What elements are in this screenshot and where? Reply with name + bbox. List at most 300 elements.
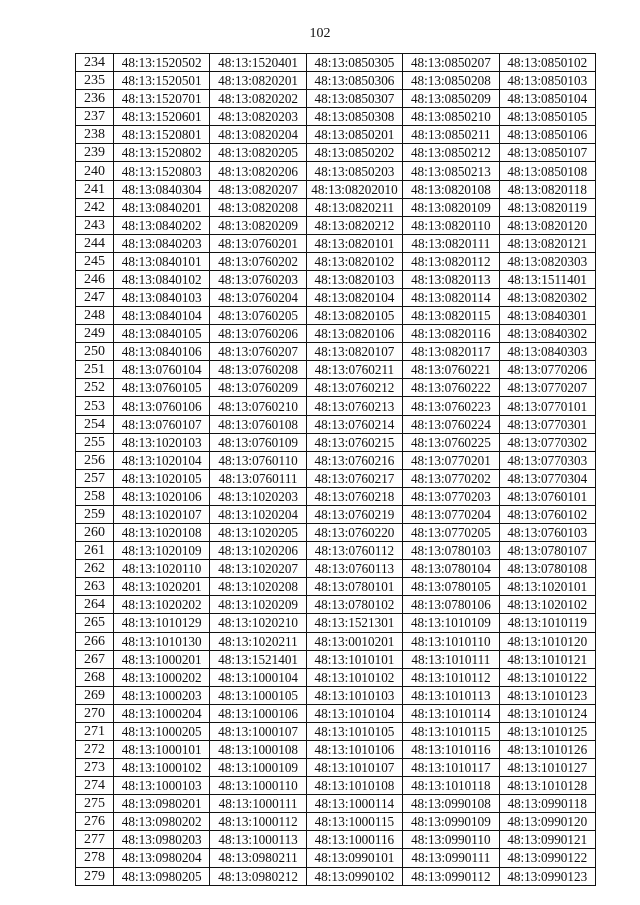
cadastral-number-cell: 48:13:0760105 [114,379,210,397]
cadastral-number-cell: 48:13:1010114 [403,704,499,722]
row-number-cell: 254 [76,415,114,433]
row-number-cell: 248 [76,307,114,325]
table-row [76,415,596,433]
row-number-cell: 260 [76,524,114,542]
cadastral-number-cell: 48:13:0770303 [499,451,595,469]
cadastral-number-cell: 48:13:0840304 [114,180,210,198]
cadastral-number-cell: 48:13:0820209 [210,216,306,234]
row-number-cell: 276 [76,813,114,831]
cadastral-number-cell: 48:13:0820110 [403,216,499,234]
cadastral-number-cell: 48:13:1020206 [210,542,306,560]
cadastral-number-cell: 48:13:1010109 [403,614,499,632]
cadastral-number-cell: 48:13:1520802 [114,144,210,162]
cadastral-number-cell: 48:13:1520501 [114,72,210,90]
row-number-cell: 237 [76,108,114,126]
table-row [76,289,596,307]
cadastral-number-cell: 48:13:1020205 [210,524,306,542]
cadastral-number-cell: 48:13:1010118 [403,777,499,795]
cadastral-number-cell: 48:13:0760218 [306,487,402,505]
cadastral-number-cell: 48:13:0820116 [403,325,499,343]
table-row [76,162,596,180]
cadastral-number-cell: 48:13:1010112 [403,668,499,686]
cadastral-number-cell: 48:13:0850209 [403,90,499,108]
cadastral-number-cell: 48:13:0770202 [403,469,499,487]
cadastral-number-cell: 48:13:0990122 [499,849,595,867]
row-number-cell: 255 [76,433,114,451]
cadastral-number-cell: 48:13:1010126 [499,740,595,758]
cadastral-number-cell: 48:13:0760225 [403,433,499,451]
cadastral-number-cell: 48:13:0980202 [114,813,210,831]
cadastral-number-cell: 48:13:1010130 [114,632,210,650]
cadastral-number-cell: 48:13:0760202 [210,252,306,270]
cadastral-number-cell: 48:13:0820113 [403,270,499,288]
cadastral-number-cell: 48:13:0760203 [210,270,306,288]
cadastral-number-cell: 48:13:1000107 [210,722,306,740]
cadastral-number-cell: 48:13:0760103 [499,524,595,542]
table-row [76,524,596,542]
cadastral-number-cell: 48:13:0760201 [210,234,306,252]
row-number-cell: 246 [76,270,114,288]
cadastral-number-cell: 48:13:1520502 [114,54,210,72]
cadastral-number-cell: 48:13:0850210 [403,108,499,126]
row-number-cell: 266 [76,632,114,650]
cadastral-number-cell: 48:13:1020107 [114,505,210,523]
cadastral-number-cell: 48:13:0990123 [499,867,595,885]
cadastral-number-cell: 48:13:1010119 [499,614,595,632]
cadastral-number-cell: 48:13:1010111 [403,650,499,668]
row-number-cell: 257 [76,469,114,487]
cadastral-number-cell: 48:13:0820204 [210,126,306,144]
cadastral-number-cell: 48:13:0850105 [499,108,595,126]
cadastral-number-cell: 48:13:0760212 [306,379,402,397]
cadastral-number-cell: 48:13:0780104 [403,560,499,578]
table-row [76,560,596,578]
row-number-cell: 269 [76,686,114,704]
cadastral-number-cell: 48:13:0820120 [499,216,595,234]
cadastral-number-cell: 48:13:1020106 [114,487,210,505]
cadastral-number-cell: 48:13:0820207 [210,180,306,198]
cadastral-number-cell: 48:13:0770201 [403,451,499,469]
cadastral-number-cell: 48:13:0820202 [210,90,306,108]
cadastral-number-cell: 48:13:0990102 [306,867,402,885]
row-number-cell: 242 [76,198,114,216]
cadastral-number-cell: 48:13:1000203 [114,686,210,704]
cadastral-number-cell: 48:13:1010128 [499,777,595,795]
row-number-cell: 268 [76,668,114,686]
table-row [76,740,596,758]
row-number-cell: 235 [76,72,114,90]
table-row [76,90,596,108]
cadastral-number-cell: 48:13:0820201 [210,72,306,90]
cadastral-number-cell: 48:13:0760112 [306,542,402,560]
cadastral-number-cell: 48:13:1020209 [210,596,306,614]
cadastral-number-cell: 48:13:1520803 [114,162,210,180]
cadastral-number-cell: 48:13:0820118 [499,180,595,198]
cadastral-number-cell: 48:13:0820103 [306,270,402,288]
cadastral-number-cell: 48:13:0850202 [306,144,402,162]
cadastral-number-cell: 48:13:0760210 [210,397,306,415]
cadastral-number-cell: 48:13:0840103 [114,289,210,307]
row-number-cell: 243 [76,216,114,234]
row-number-cell: 263 [76,578,114,596]
table-row [76,686,596,704]
cadastral-number-cell: 48:13:1010107 [306,759,402,777]
row-number-cell: 244 [76,234,114,252]
cadastral-number-cell: 48:13:1010113 [403,686,499,704]
cadastral-number-cell: 48:13:1010116 [403,740,499,758]
table-row [76,180,596,198]
cadastral-number-cell: 48:13:1010117 [403,759,499,777]
cadastral-number-cell: 48:13:0770301 [499,415,595,433]
cadastral-number-cell: 48:13:0850103 [499,72,595,90]
row-number-cell: 234 [76,54,114,72]
cadastral-number-cell: 48:13:0760110 [210,451,306,469]
cadastral-number-cell: 48:13:0760109 [210,433,306,451]
cadastral-number-cell: 48:13:0820205 [210,144,306,162]
row-number-cell: 262 [76,560,114,578]
cadastral-number-cell: 48:13:1010120 [499,632,595,650]
cadastral-number-cell: 48:13:1000102 [114,759,210,777]
cadastral-number-cell: 48:13:0840202 [114,216,210,234]
table-row [76,397,596,415]
cadastral-number-cell: 48:13:1020207 [210,560,306,578]
cadastral-number-cell: 48:13:0840302 [499,325,595,343]
row-number-cell: 264 [76,596,114,614]
row-number-cell: 251 [76,361,114,379]
cadastral-number-cell: 48:13:0990118 [499,795,595,813]
cadastral-number-cell: 48:13:1020203 [210,487,306,505]
cadastral-number-cell: 48:13:0820203 [210,108,306,126]
cadastral-number-cell: 48:13:1020102 [499,596,595,614]
cadastral-table [75,53,596,886]
row-number-cell: 250 [76,343,114,361]
row-number-cell: 259 [76,505,114,523]
cadastral-number-cell: 48:13:0780101 [306,578,402,596]
cadastral-number-cell: 48:13:0760107 [114,415,210,433]
cadastral-number-cell: 48:13:0840301 [499,307,595,325]
cadastral-number-cell: 48:13:0850107 [499,144,595,162]
table-row [76,632,596,650]
cadastral-number-cell: 48:13:0820121 [499,234,595,252]
table-row [76,650,596,668]
row-number-cell: 270 [76,704,114,722]
cadastral-number-cell: 48:13:1010121 [499,650,595,668]
table-row [76,578,596,596]
cadastral-number-cell: 48:13:0820119 [499,198,595,216]
cadastral-number-cell: 48:13:0820111 [403,234,499,252]
table-row [76,487,596,505]
cadastral-number-cell: 48:13:0990110 [403,831,499,849]
row-number-cell: 241 [76,180,114,198]
cadastral-number-cell: 48:13:0850203 [306,162,402,180]
cadastral-number-cell: 48:13:1521301 [306,614,402,632]
cadastral-number-cell: 48:13:0760217 [306,469,402,487]
cadastral-number-cell: 48:13:1020103 [114,433,210,451]
row-number-cell: 249 [76,325,114,343]
row-number-cell: 272 [76,740,114,758]
cadastral-number-cell: 48:13:1020202 [114,596,210,614]
cadastral-number-cell: 48:13:1020210 [210,614,306,632]
table-row [76,469,596,487]
cadastral-number-cell: 48:13:0760222 [403,379,499,397]
cadastral-number-cell: 48:13:0820102 [306,252,402,270]
cadastral-number-cell: 48:13:0990109 [403,813,499,831]
cadastral-number-cell: 48:13:0820104 [306,289,402,307]
cadastral-number-cell: 48:13:1000101 [114,740,210,758]
cadastral-number-cell: 48:13:1000201 [114,650,210,668]
cadastral-number-cell: 48:13:0840101 [114,252,210,270]
cadastral-number-cell: 48:13:0820105 [306,307,402,325]
row-number-cell: 279 [76,867,114,885]
cadastral-number-cell: 48:13:0820106 [306,325,402,343]
row-number-cell: 258 [76,487,114,505]
cadastral-number-cell: 48:13:1020108 [114,524,210,542]
cadastral-number-cell: 48:13:0980203 [114,831,210,849]
cadastral-number-cell: 48:13:1010105 [306,722,402,740]
cadastral-number-cell: 48:13:0850102 [499,54,595,72]
cadastral-number-cell: 48:13:1520701 [114,90,210,108]
cadastral-number-cell: 48:13:0850306 [306,72,402,90]
row-number-cell: 271 [76,722,114,740]
cadastral-number-cell: 48:13:0760108 [210,415,306,433]
cadastral-number-cell: 48:13:1020104 [114,451,210,469]
cadastral-number-cell: 48:13:08202010 [306,180,402,198]
row-number-cell: 278 [76,849,114,867]
cadastral-number-cell: 48:13:0980212 [210,867,306,885]
row-number-cell: 240 [76,162,114,180]
cadastral-number-cell: 48:13:0820212 [306,216,402,234]
cadastral-number-cell: 48:13:0770204 [403,505,499,523]
cadastral-number-cell: 48:13:0980204 [114,849,210,867]
cadastral-number-cell: 48:13:1010129 [114,614,210,632]
table-row [76,505,596,523]
table-row [76,252,596,270]
cadastral-number-cell: 48:13:0820108 [403,180,499,198]
table-row [76,704,596,722]
row-number-cell: 273 [76,759,114,777]
table-row [76,379,596,397]
cadastral-number-cell: 48:13:0820117 [403,343,499,361]
cadastral-number-cell: 48:13:1000113 [210,831,306,849]
cadastral-number-cell: 48:13:0780103 [403,542,499,560]
row-number-cell: 252 [76,379,114,397]
cadastral-number-cell: 48:13:0760224 [403,415,499,433]
cadastral-number-cell: 48:13:0980201 [114,795,210,813]
cadastral-number-cell: 48:13:1010108 [306,777,402,795]
table-row [76,361,596,379]
row-number-cell: 265 [76,614,114,632]
row-number-cell: 236 [76,90,114,108]
cadastral-number-cell: 48:13:0760111 [210,469,306,487]
cadastral-number-cell: 48:13:0980205 [114,867,210,885]
table-row [76,759,596,777]
cadastral-number-cell: 48:13:1520401 [210,54,306,72]
cadastral-number-cell: 48:13:1000103 [114,777,210,795]
cadastral-number-cell: 48:13:0820303 [499,252,595,270]
cadastral-number-cell: 48:13:0760106 [114,397,210,415]
cadastral-number-cell: 48:13:0010201 [306,632,402,650]
row-number-cell: 277 [76,831,114,849]
cadastral-number-cell: 48:13:0850104 [499,90,595,108]
table-row [76,54,596,72]
cadastral-number-cell: 48:13:1521401 [210,650,306,668]
cadastral-number-cell: 48:13:0820107 [306,343,402,361]
table-row [76,126,596,144]
table-row [76,108,596,126]
page-number: 102 [309,26,331,41]
cadastral-number-cell: 48:13:0760214 [306,415,402,433]
table-row [76,614,596,632]
cadastral-number-cell: 48:13:0760215 [306,433,402,451]
cadastral-number-cell: 48:13:0760221 [403,361,499,379]
cadastral-number-cell: 48:13:0770302 [499,433,595,451]
cadastral-number-cell: 48:13:1010127 [499,759,595,777]
cadastral-number-cell: 48:13:1020204 [210,505,306,523]
cadastral-number-cell: 48:13:0760219 [306,505,402,523]
cadastral-number-cell: 48:13:0780107 [499,542,595,560]
table-row [76,849,596,867]
cadastral-number-cell: 48:13:0760113 [306,560,402,578]
cadastral-number-cell: 48:13:1000114 [306,795,402,813]
cadastral-number-cell: 48:13:0760211 [306,361,402,379]
cadastral-number-cell: 48:13:1000111 [210,795,306,813]
cadastral-number-cell: 48:13:0990120 [499,813,595,831]
cadastral-number-cell: 48:13:0990112 [403,867,499,885]
cadastral-number-cell: 48:13:1520601 [114,108,210,126]
cadastral-number-cell: 48:13:0770304 [499,469,595,487]
cadastral-number-cell: 48:13:1020201 [114,578,210,596]
cadastral-number-cell: 48:13:1010122 [499,668,595,686]
cadastral-number-cell: 48:13:0820109 [403,198,499,216]
cadastral-number-cell: 48:13:1520801 [114,126,210,144]
cadastral-number-cell: 48:13:0760207 [210,343,306,361]
table-row [76,596,596,614]
cadastral-number-cell: 48:13:0850211 [403,126,499,144]
cadastral-number-cell: 48:13:0780108 [499,560,595,578]
cadastral-number-cell: 48:13:1000105 [210,686,306,704]
cadastral-number-cell: 48:13:1020211 [210,632,306,650]
cadastral-number-cell: 48:13:0980211 [210,849,306,867]
cadastral-number-cell: 48:13:1000110 [210,777,306,795]
table-row [76,72,596,90]
cadastral-number-cell: 48:13:1000108 [210,740,306,758]
row-number-cell: 239 [76,144,114,162]
cadastral-number-cell: 48:13:1010106 [306,740,402,758]
cadastral-number-cell: 48:13:0840105 [114,325,210,343]
cadastral-number-cell: 48:13:0770101 [499,397,595,415]
cadastral-number-cell: 48:13:0820208 [210,198,306,216]
table-row [76,343,596,361]
cadastral-number-cell: 48:13:0760216 [306,451,402,469]
cadastral-number-cell: 48:13:0850213 [403,162,499,180]
cadastral-number-cell: 48:13:1010123 [499,686,595,704]
cadastral-number-cell: 48:13:1010125 [499,722,595,740]
cadastral-number-cell: 48:13:0840104 [114,307,210,325]
cadastral-number-cell: 48:13:0990101 [306,849,402,867]
cadastral-number-cell: 48:13:0820114 [403,289,499,307]
row-number-cell: 275 [76,795,114,813]
table-row [76,270,596,288]
table-row [76,813,596,831]
table-body [76,54,596,886]
table-row [76,668,596,686]
cadastral-number-cell: 48:13:1010101 [306,650,402,668]
table-row [76,722,596,740]
row-number-cell: 253 [76,397,114,415]
cadastral-number-cell: 48:13:0760208 [210,361,306,379]
table-row [76,777,596,795]
table-row [76,433,596,451]
cadastral-number-cell: 48:13:0840203 [114,234,210,252]
cadastral-number-cell: 48:13:1020105 [114,469,210,487]
table-row [76,144,596,162]
row-number-cell: 256 [76,451,114,469]
table-row [76,234,596,252]
cadastral-number-cell: 48:13:1020110 [114,560,210,578]
row-number-cell: 238 [76,126,114,144]
cadastral-number-cell: 48:13:0760223 [403,397,499,415]
cadastral-number-cell: 48:13:0820206 [210,162,306,180]
cadastral-number-cell: 48:13:0760101 [499,487,595,505]
cadastral-number-cell: 48:13:1020208 [210,578,306,596]
cadastral-number-cell: 48:13:1000202 [114,668,210,686]
cadastral-number-cell: 48:13:1000205 [114,722,210,740]
cadastral-number-cell: 48:13:0770206 [499,361,595,379]
cadastral-number-cell: 48:13:1010102 [306,668,402,686]
cadastral-number-cell: 48:13:0820112 [403,252,499,270]
cadastral-number-cell: 48:13:0990108 [403,795,499,813]
cadastral-number-cell: 48:13:0850308 [306,108,402,126]
cadastral-number-cell: 48:13:0850108 [499,162,595,180]
cadastral-number-cell: 48:13:0770207 [499,379,595,397]
table-row [76,307,596,325]
cadastral-number-cell: 48:13:0760204 [210,289,306,307]
cadastral-number-cell: 48:13:1010104 [306,704,402,722]
cadastral-number-cell: 48:13:1000116 [306,831,402,849]
cadastral-number-cell: 48:13:0760213 [306,397,402,415]
cadastral-number-cell: 48:13:1511401 [499,270,595,288]
cadastral-number-cell: 48:13:0760102 [499,505,595,523]
cadastral-number-cell: 48:13:1010103 [306,686,402,704]
cadastral-number-cell: 48:13:0990111 [403,849,499,867]
cadastral-number-cell: 48:13:0770205 [403,524,499,542]
table-row [76,542,596,560]
row-number-cell: 245 [76,252,114,270]
table-row [76,451,596,469]
table-row [76,198,596,216]
cadastral-number-cell: 48:13:0760209 [210,379,306,397]
cadastral-number-cell: 48:13:0850212 [403,144,499,162]
cadastral-number-cell: 48:13:1000106 [210,704,306,722]
cadastral-number-cell: 48:13:0760206 [210,325,306,343]
cadastral-number-cell: 48:13:0820211 [306,198,402,216]
table-row [76,831,596,849]
cadastral-number-cell: 48:13:0760205 [210,307,306,325]
cadastral-number-cell: 48:13:0840102 [114,270,210,288]
cadastral-number-cell: 48:13:0850207 [403,54,499,72]
cadastral-number-cell: 48:13:0850106 [499,126,595,144]
cadastral-number-cell: 48:13:1010110 [403,632,499,650]
cadastral-number-cell: 48:13:0820101 [306,234,402,252]
cadastral-number-cell: 48:13:1000104 [210,668,306,686]
cadastral-number-cell: 48:13:0850307 [306,90,402,108]
cadastral-number-cell: 48:13:1010115 [403,722,499,740]
cadastral-number-cell: 48:13:1000115 [306,813,402,831]
cadastral-number-cell: 48:13:0840201 [114,198,210,216]
cadastral-number-cell: 48:13:1000112 [210,813,306,831]
cadastral-number-cell: 48:13:1000109 [210,759,306,777]
cadastral-number-cell: 48:13:1020109 [114,542,210,560]
